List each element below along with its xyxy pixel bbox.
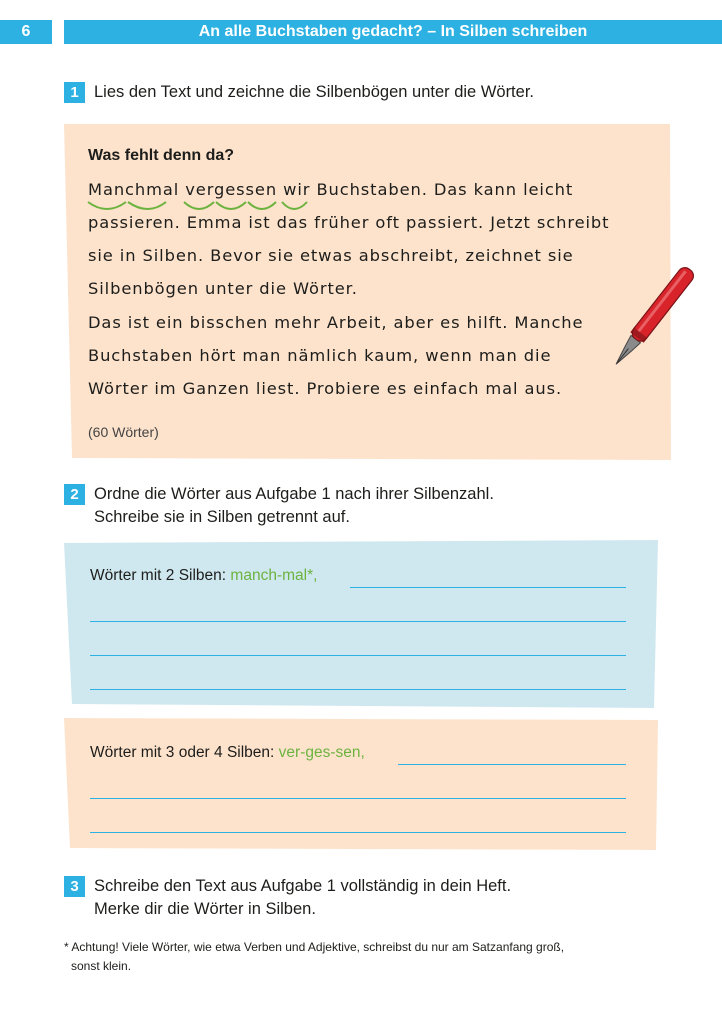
- two-syllable-panel: [62, 540, 662, 710]
- task-3-instruction-1: Schreibe den Text aus Aufgabe 1 vollständig in dein Heft.: [94, 877, 512, 895]
- writing-line[interactable]: [350, 587, 626, 588]
- syllable-arc: [128, 202, 166, 209]
- page-title: An alle Buchstaben gedacht? – In Silben schreiben: [64, 20, 722, 44]
- two-syllable-label: [90, 567, 317, 585]
- footnote-line-1: * Achtung! Viele Wörter, wie etwa Verben und Adjektive, schreibst du nur am Satzanfang groß,: [64, 940, 565, 954]
- writing-line[interactable]: [90, 689, 626, 690]
- footnote: [64, 938, 624, 976]
- story-title: Was fehlt denn da?: [88, 147, 235, 164]
- writing-line[interactable]: [398, 764, 626, 765]
- syllable-arc: [248, 202, 276, 209]
- task-2-instruction-2: Schreibe sie in Silben getrennt auf.: [94, 508, 350, 526]
- story-line-5: Das ist ein bisschen mehr Arbeit, aber es hilft. Manche: [88, 313, 584, 332]
- task-2-badge: 2: [64, 484, 85, 505]
- three-four-syllable-label-text: Wörter mit 3 oder 4 Silben:: [90, 744, 275, 761]
- writing-line[interactable]: [90, 832, 626, 833]
- story-line-3: sie in Silben. Bevor sie etwas abschreibt, zeichnet sie: [88, 246, 574, 265]
- story-line-1: Manchmal vergessen wir Buchstaben. Das kann leicht: [88, 180, 574, 199]
- syllable-arcs-example: [86, 198, 316, 216]
- fountain-pen-icon: [598, 250, 708, 385]
- two-syllable-panel-background: [62, 540, 662, 710]
- task-3-instruction-2: Merke dir die Wörter in Silben.: [94, 900, 316, 918]
- three-four-syllable-label: [90, 744, 365, 762]
- three-four-syllable-example: ver-ges-sen,: [278, 744, 365, 761]
- word-count: (60 Wörter): [88, 424, 159, 440]
- task-1-instruction: Lies den Text und zeichne die Silbenbögen unter die Wörter.: [94, 83, 534, 101]
- writing-line[interactable]: [90, 655, 626, 656]
- syllable-arc: [184, 202, 214, 209]
- writing-line[interactable]: [90, 798, 626, 799]
- two-syllable-label-text: Wörter mit 2 Silben:: [90, 567, 227, 584]
- footnote-line-2: sonst klein.: [71, 959, 132, 973]
- story-line-6: Buchstaben hört man nämlich kaum, wenn man die: [88, 346, 552, 365]
- story-line-7: Wörter im Ganzen liest. Probiere es einfach mal aus.: [88, 379, 563, 398]
- task-3-badge: 3: [64, 876, 85, 897]
- two-syllable-example: manch-mal*,: [230, 567, 318, 584]
- story-line-2: passieren. Emma ist das früher oft passiert. Jetzt schreibt: [88, 213, 610, 232]
- task-1-badge: 1: [64, 82, 85, 103]
- writing-line[interactable]: [90, 621, 626, 622]
- syllable-arc: [282, 202, 307, 209]
- page-number: 6: [0, 20, 52, 44]
- story-line-4: Silbenbögen unter die Wörter.: [88, 279, 358, 298]
- syllable-arc: [216, 202, 246, 209]
- syllable-arc: [88, 202, 126, 209]
- task-2-instruction-1: Ordne die Wörter aus Aufgabe 1 nach ihrer Silbenzahl.: [94, 485, 494, 503]
